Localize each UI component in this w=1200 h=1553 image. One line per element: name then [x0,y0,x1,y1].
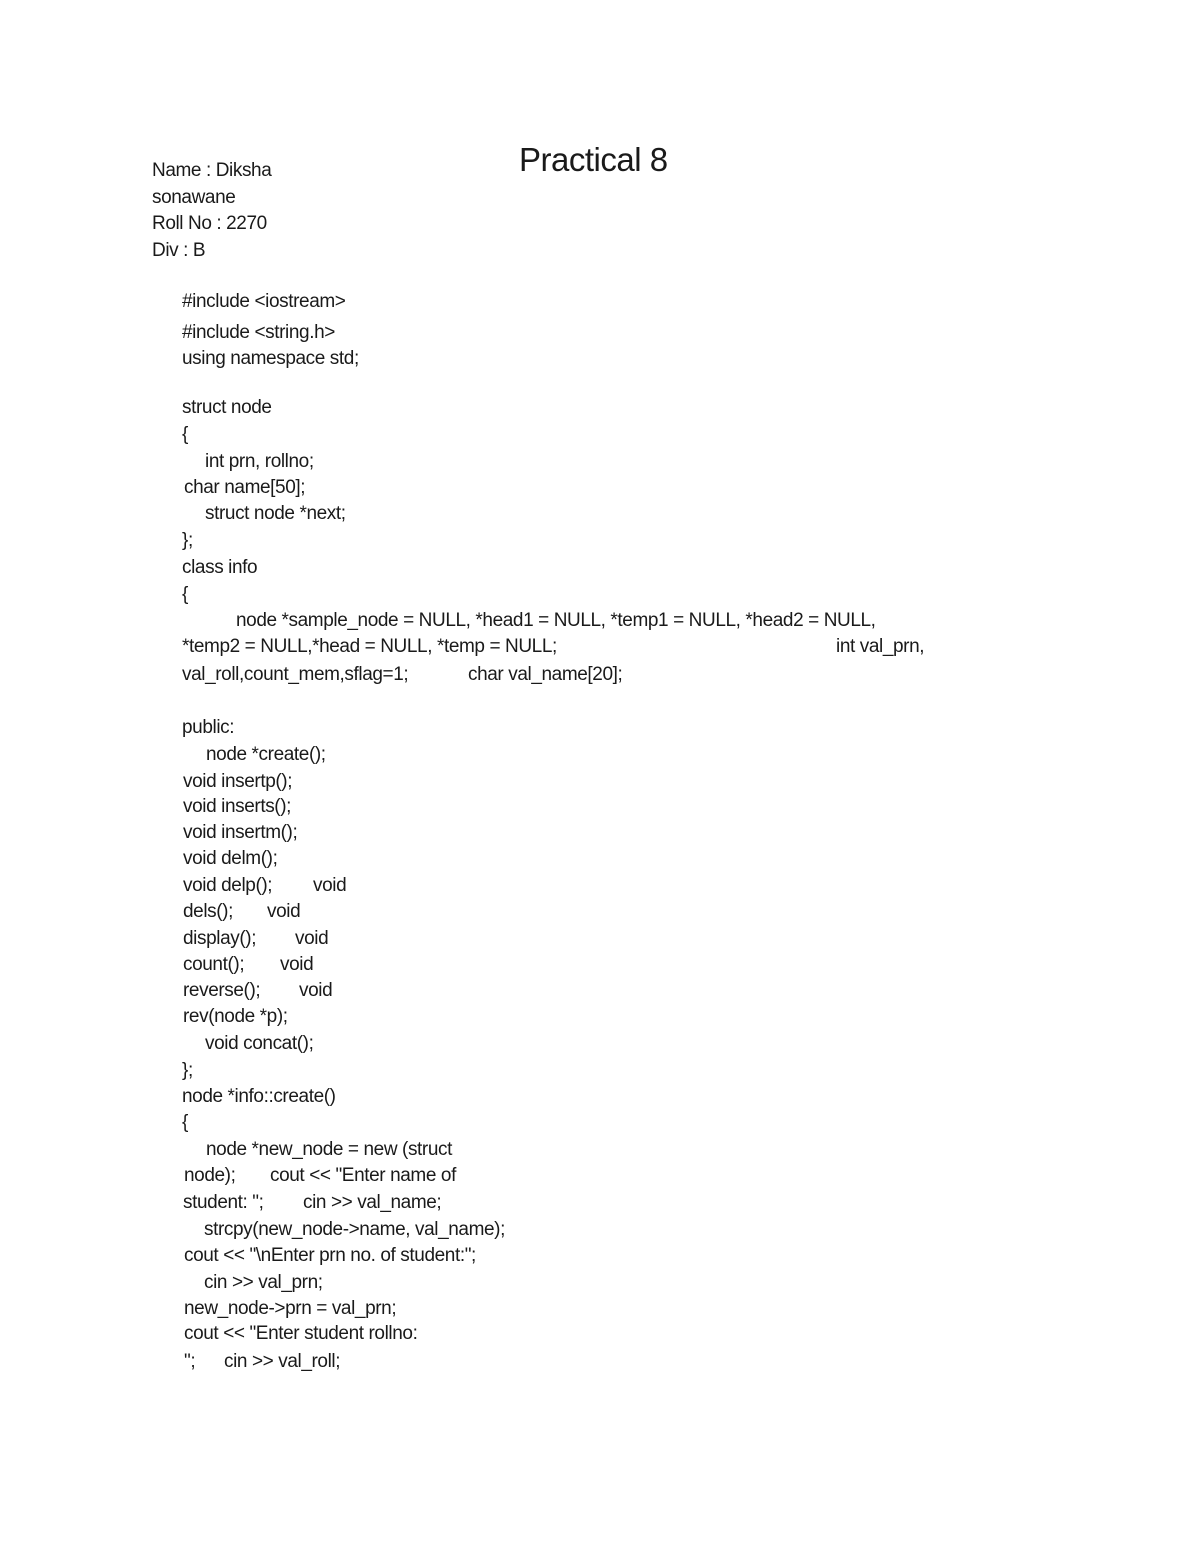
code-segment: dels(); [183,901,233,922]
code-line: char name[50]; [184,477,306,498]
code-segment: student: "; [183,1192,264,1213]
code-line: void delm(); [183,848,278,869]
header-roll: Roll No : 2270 [152,213,267,234]
code-line: }; [182,530,193,551]
code-segment: display(); [183,928,257,949]
code-line [183,1191,583,1215]
code-segment: reverse(); [183,980,261,1001]
code-line: new_node->prn = val_prn; [184,1298,397,1319]
code-line: void insertp(); [183,771,293,792]
code-segment: void [280,954,314,975]
code-line: class info [182,557,258,578]
code-line: struct node [182,397,272,418]
code-line [183,953,483,977]
header-surname: sonawane [152,187,236,208]
code-line: node *new_node = new (struct [206,1139,452,1160]
code-line: rev(node *p); [183,1006,288,1027]
code-line: cout << "\nEnter prn no. of student:"; [184,1245,476,1266]
code-segment: count(); [183,954,245,975]
code-segment: void [299,980,333,1001]
code-line: #include <string.h> [182,322,335,343]
code-line [182,663,942,687]
code-segment: val_roll,count_mem,sflag=1; [182,664,409,685]
code-line: { [182,584,188,605]
code-line: public: [182,717,235,738]
code-line: node *info::create() [182,1086,336,1107]
code-segment: cin >> val_name; [303,1192,442,1213]
code-line [184,1350,584,1374]
header-div: Div : B [152,240,206,261]
code-line [183,927,483,951]
code-segment: cin >> val_roll; [224,1351,341,1372]
code-line: }; [182,1060,193,1081]
code-segment: "; [184,1351,196,1372]
code-segment: void delp(); [183,875,273,896]
header-name: Name : Diksha [152,160,272,181]
code-segment: *temp2 = NULL,*head = NULL, *temp = NULL; [182,636,557,657]
code-line: { [182,424,188,445]
code-line [184,1164,584,1188]
code-line: node *create(); [206,744,326,765]
code-segment: void [267,901,301,922]
code-line: { [182,1112,188,1133]
code-line: cin >> val_prn; [204,1272,323,1293]
code-line: int prn, rollno; [205,451,314,472]
code-line [183,874,483,898]
code-line: struct node *next; [205,503,346,524]
code-segment: void [313,875,347,896]
code-line: #include <iostream> [182,291,346,312]
code-segment: char val_name[20]; [468,664,623,685]
code-segment: int val_prn, [836,636,925,657]
code-segment: cout << "Enter name of [270,1165,456,1186]
code-line [183,900,483,924]
code-segment: node); [184,1165,236,1186]
code-line: void insertm(); [183,822,298,843]
code-line [183,979,483,1003]
code-line: void inserts(); [183,796,292,817]
code-line: void concat(); [205,1033,314,1054]
code-line: strcpy(new_node->name, val_name); [204,1219,505,1240]
code-line: cout << "Enter student rollno: [184,1323,418,1344]
code-line: using namespace std; [182,348,359,369]
code-line [182,635,942,659]
code-line: node *sample_node = NULL, *head1 = NULL, *temp1 = NULL, *head2 = NULL, [236,610,876,631]
document-title: Practical 8 [519,141,668,178]
code-segment: void [295,928,329,949]
